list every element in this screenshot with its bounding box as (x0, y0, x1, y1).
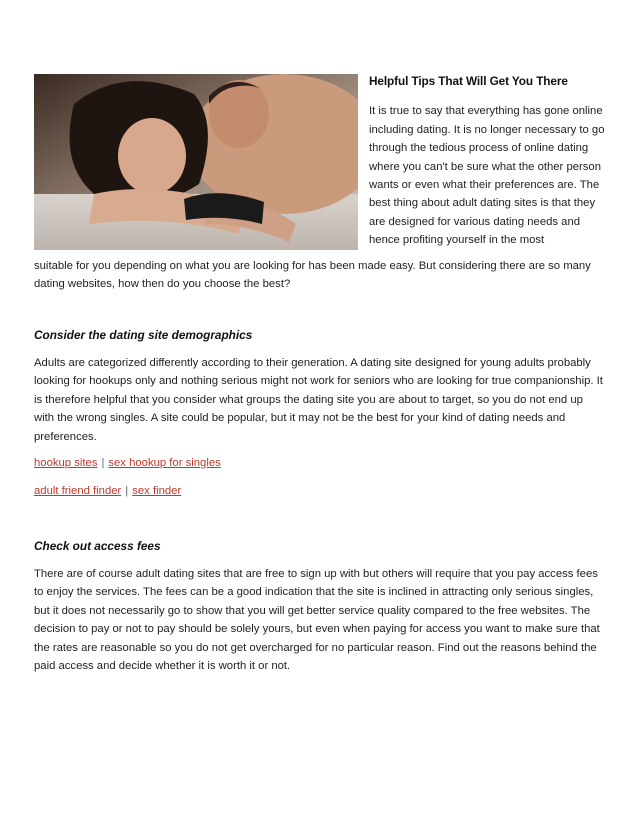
intro-heading: Helpful Tips That Will Get You There (369, 74, 568, 88)
link-row-2 (34, 482, 181, 500)
couple-photo (34, 74, 358, 250)
intro-column (369, 72, 605, 250)
link-hookup-sites[interactable]: hookup sites (34, 457, 98, 469)
link-row-1 (34, 454, 221, 472)
intro-side-text: It is true to say that everything has gone online including dating. It is no longer necessary to go through the tedious process of online dating where you can't be sure what the other person wants or even what their preferences are. The best thing about adult dating sites is that they are designed for various dating needs and hence profiting yourself in the most (369, 105, 605, 247)
section-body-access-fees: There are of course adult dating sites that are free to sign up with but others will require that you pay access fees to enjoy the services. The fees can be a good indication that the site is inclined in attracting only serious singles, but it does not necessarily go to show that you will get better service quality compared to the free websites. The decision to pay or not to pay should be solely yours, but even when paying for access you want to make sure that the rates are reasonable so you do not get overcharged for no particular reason. Find out the reasons behind the paid access and decide whether it is worth it or not. (34, 568, 600, 673)
link-sex-hookup-for-singles[interactable]: sex hookup for singles (108, 457, 221, 469)
intro-continued-text: suitable for you depending on what you are looking for has been made easy. But considering there are so many dating websites, how then do you choose the best? (34, 260, 591, 291)
link-sex-finder[interactable]: sex finder (132, 485, 182, 497)
link-separator: | (125, 485, 129, 497)
link-adult-friend-finder[interactable]: adult friend finder (34, 485, 122, 497)
section-title-access-fees: Check out access fees (34, 539, 161, 553)
section-body-demographics: Adults are categorized differently according to their generation. A dating site designed for young adults probably looking for hookups only and nothing serious might not work for seniors who are looking for true companionship. It is therefore helpful that you consider what groups the dating site you are about to target, so you do not end up with the wrong singles. A site could be popular, but it may not be the best for your kind of dating needs and preferences. (34, 357, 603, 443)
section-title-demographics: Consider the dating site demographics (34, 328, 253, 342)
link-separator: | (101, 457, 105, 469)
